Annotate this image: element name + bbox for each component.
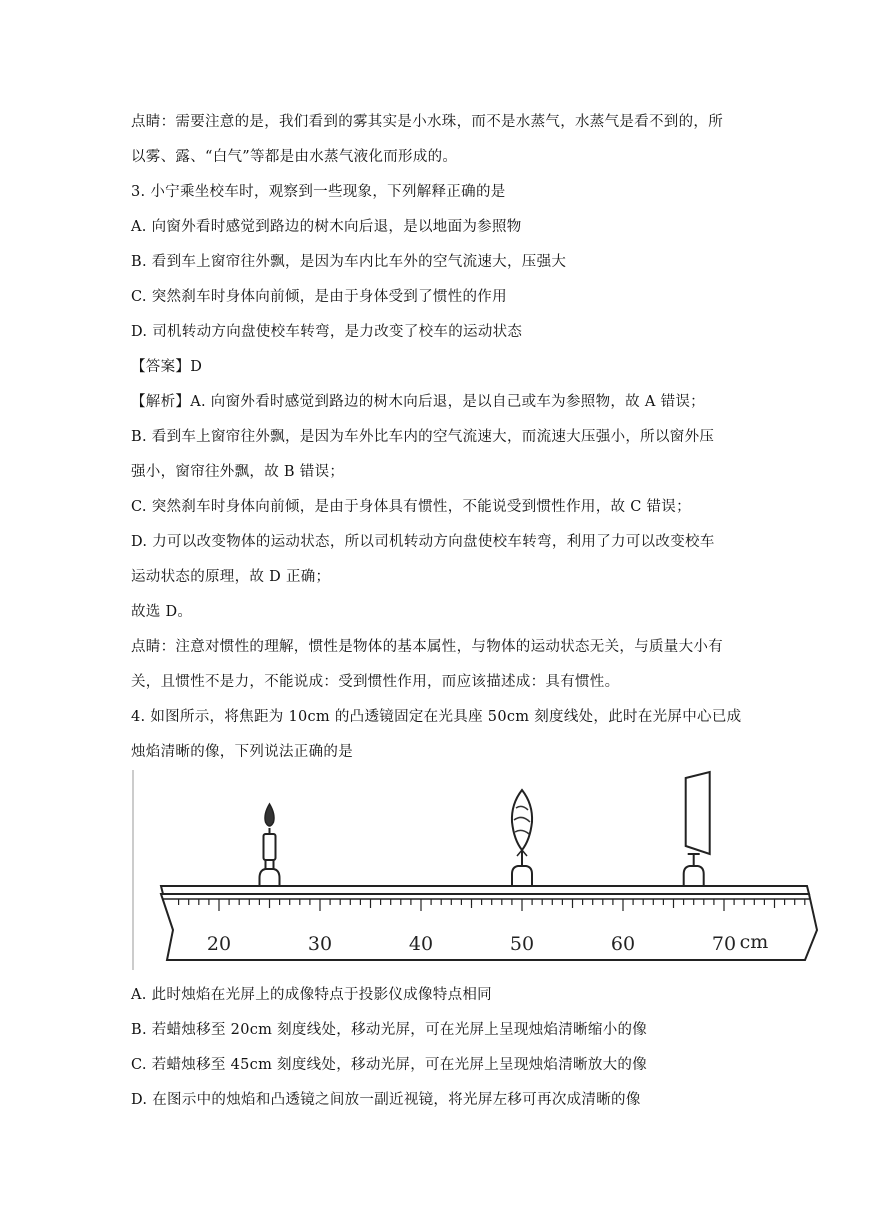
- question-3-analysis-line: 强小，窗帘往外飘，故 B 错误；: [131, 464, 345, 480]
- question-4-option-b: B. 若蜡烛移至 20cm 刻度线处，移动光屏，可在光屏上呈现烛焰清晰缩小的像: [131, 1022, 648, 1038]
- question-3-analysis-line: 【解析】A. 向窗外看时感觉到路边的树木向后退，是以自己或车为参照物，故 A 错误；: [131, 394, 705, 410]
- question-4-stem-line: 烛焰清晰的像，下列说法正确的是: [131, 744, 353, 760]
- candle-flame: [265, 804, 274, 826]
- note-line-1: 点睛：需要注意的是，我们看到的雾其实是小水珠，而不是水蒸气，水蒸气是看不到的，所: [131, 114, 723, 130]
- question-3-note-line: 关，且惯性不是力，不能说成：受到惯性作用，而应该描述成：具有惯性。: [131, 674, 620, 690]
- note-line-2: 以雾、露、“白气”等都是由水蒸气液化而形成的。: [131, 149, 458, 165]
- ruler-tick-label: 20: [206, 933, 232, 955]
- ruler-unit-label: cm: [739, 931, 769, 953]
- question-3-option-a: A. 向窗外看时感觉到路边的树木向后退，是以地面为参照物: [131, 219, 522, 235]
- question-4-stem-line: 4. 如图所示，将焦距为 10cm 的凸透镜固定在光具座 50cm 刻度线处，此时在光屏中心已成: [131, 709, 742, 725]
- question-3-note-line: 点睛：注意对惯性的理解，惯性是物体的基本属性，与物体的运动状态无关，与质量大小有: [131, 639, 723, 655]
- question-3-analysis-line: C. 突然刹车时身体向前倾，是由于身体具有惯性，不能说受到惯性作用，故 C 错误；: [131, 499, 691, 515]
- question-4-option-d: D. 在图示中的烛焰和凸透镜之间放一副近视镜，将光屏左移可再次成清晰的像: [131, 1092, 641, 1108]
- ruler-tick-label: 60: [610, 933, 636, 955]
- optical-bench-figure: [131, 770, 821, 970]
- light-screen: [684, 772, 710, 886]
- question-3-analysis-line: 运动状态的原理，故 D 正确；: [131, 569, 331, 585]
- optical-bench-diagram: [131, 770, 821, 970]
- candle: [260, 804, 280, 886]
- ruler-tick-label: 50: [509, 933, 535, 955]
- question-3-stem: 3. 小宁乘坐校车时，观察到一些现象，下列解释正确的是: [131, 184, 506, 200]
- question-4-option-a: A. 此时烛焰在光屏上的成像特点于投影仪成像特点相同: [131, 987, 492, 1003]
- question-3-answer: 【答案】D: [131, 359, 203, 375]
- question-4-option-c: C. 若蜡烛移至 45cm 刻度线处，移动光屏，可在光屏上呈现烛焰清晰放大的像: [131, 1057, 648, 1073]
- ruler-tick-label: 30: [307, 933, 333, 955]
- ruler-tick-label: 40: [408, 933, 434, 955]
- question-3-option-c: C. 突然刹车时身体向前倾，是由于身体受到了惯性的作用: [131, 289, 507, 305]
- question-3-analysis-line: B. 看到车上窗帘往外飘，是因为车外比车内的空气流速大，而流速大压强小，所以窗外压: [131, 429, 715, 445]
- question-3-option-d: D. 司机转动方向盘使校车转弯，是力改变了校车的运动状态: [131, 324, 523, 340]
- question-3-analysis-line: D. 力可以改变物体的运动状态，所以司机转动方向盘使校车转弯，利用了力可以改变校车: [131, 534, 715, 550]
- ruler-tick-label: 70: [711, 933, 737, 955]
- question-3-option-b: B. 看到车上窗帘往外飘，是因为车内比车外的空气流速大，压强大: [131, 254, 567, 270]
- bench-top-rail: [161, 886, 809, 894]
- question-3-conclusion: 故选 D。: [131, 604, 193, 620]
- convex-lens: [512, 790, 532, 886]
